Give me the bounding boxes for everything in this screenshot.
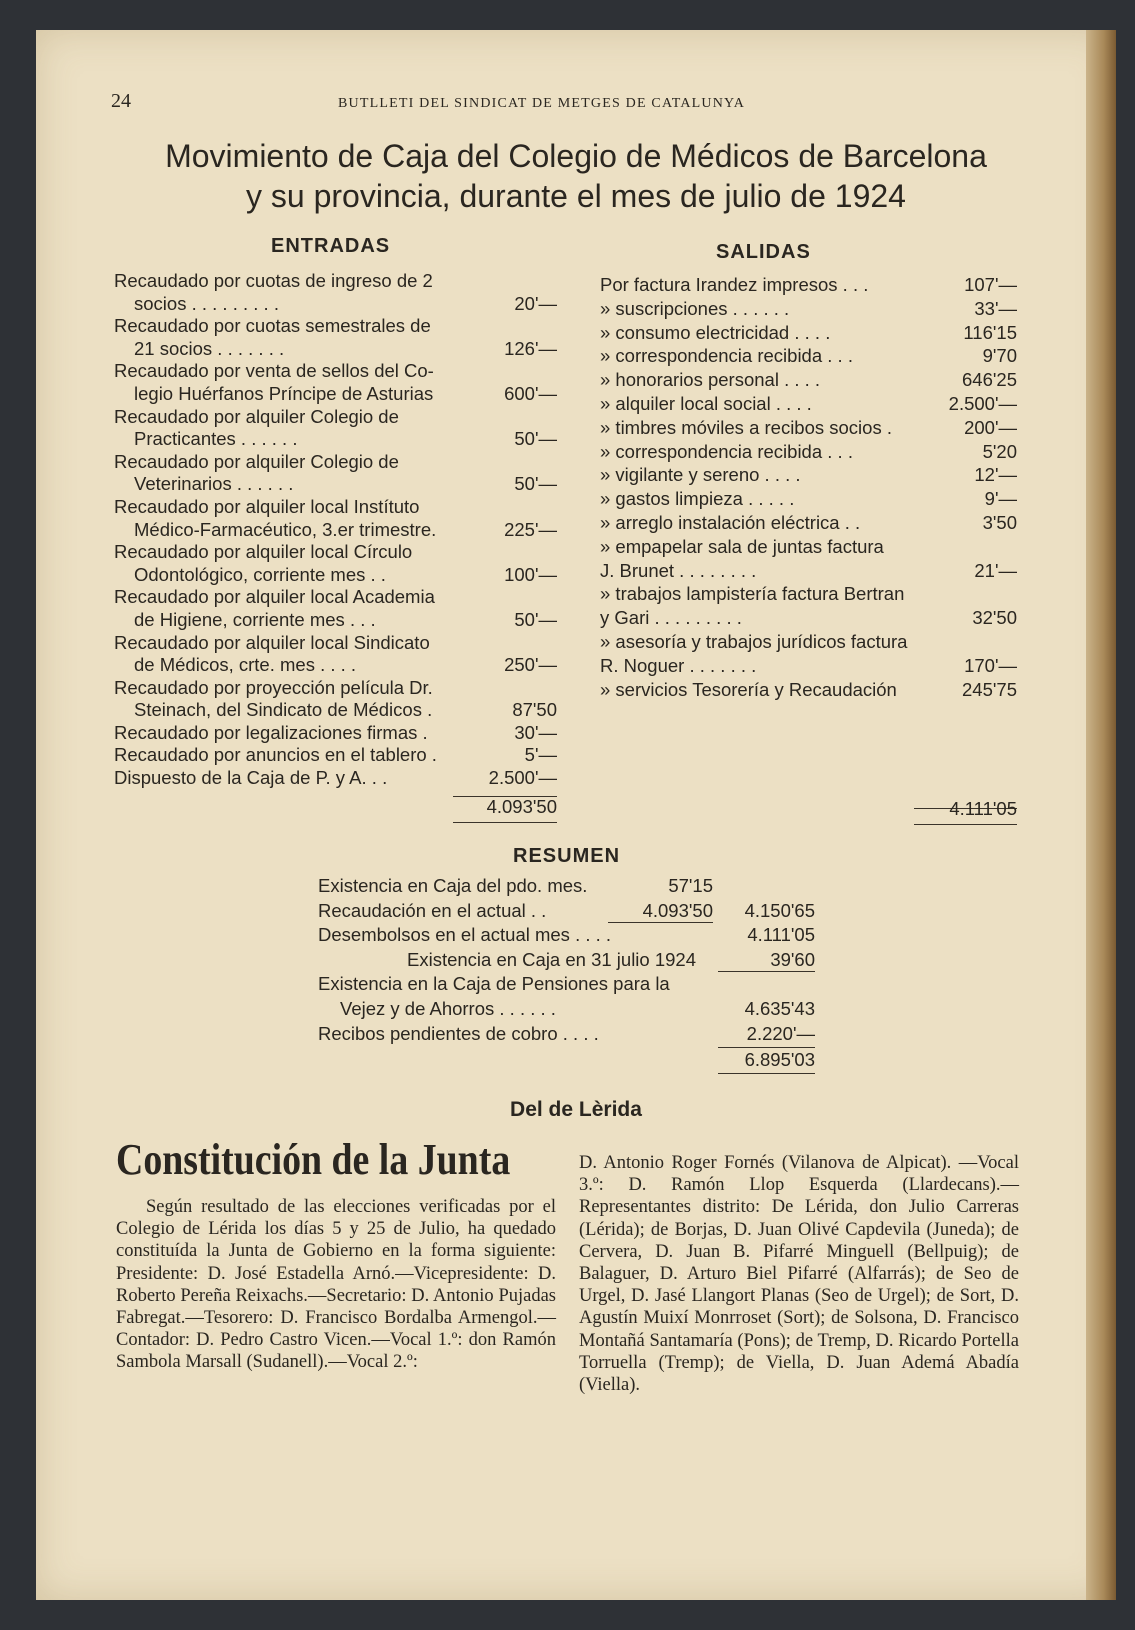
entradas-label: Recaudado por legalizaciones firmas . xyxy=(114,721,428,743)
resumen-right-amount: 2.220'— xyxy=(746,1022,815,1044)
entradas-label: Recaudado por venta de sellos del Co- xyxy=(114,360,434,382)
salidas-row xyxy=(600,322,1017,346)
resumen-row xyxy=(318,949,818,974)
salidas-amount: 5'20 xyxy=(982,440,1017,462)
entradas-amount: 225'— xyxy=(504,518,557,540)
resumen-row xyxy=(318,1023,818,1048)
resumen-rule-right xyxy=(718,971,815,972)
entradas-label: Recaudado por alquiler local Academia xyxy=(114,586,435,608)
entradas-label: 21 socios . . . . . . . xyxy=(134,337,285,359)
salidas-label: » trabajos lampistería factura Bertran xyxy=(600,583,905,605)
salidas-row xyxy=(600,536,1017,560)
entradas-amount: 5'— xyxy=(524,744,557,766)
salidas-rule-bottom xyxy=(914,824,1017,825)
headline: Constitución de la Junta xyxy=(116,1135,511,1184)
salidas-row xyxy=(600,631,1017,655)
salidas-row xyxy=(600,488,1017,512)
salidas-amount: 2.500'— xyxy=(948,392,1017,414)
entradas-row xyxy=(114,428,557,451)
resumen-mid-amount: 4.093'50 xyxy=(642,899,713,921)
entradas-label: legio Huérfanos Príncipe de Asturias xyxy=(134,382,434,404)
salidas-row xyxy=(600,298,1017,322)
entradas-row xyxy=(114,609,557,632)
resumen-total: 6.895'03 xyxy=(744,1049,815,1070)
entradas-amount: 20'— xyxy=(514,292,557,314)
salidas-total: 4.111'05 xyxy=(949,798,1017,819)
salidas-row xyxy=(600,679,1017,703)
salidas-heading: SALIDAS xyxy=(716,241,811,263)
entradas-label: Recaudado por alquiler Colegio de xyxy=(114,405,399,427)
entradas-label: Recaudado por anuncios en el tablero . xyxy=(114,744,437,766)
entradas-label: Recaudado por alquiler local Instítuto xyxy=(114,495,420,517)
salidas-label: » gastos limpieza . . . . . xyxy=(600,488,795,510)
article-left-column: Según resultado de las elecciones verificadas por el Colegio de Lérida los días 5 y 25 de Julio, ha quedado constituída la Junta de Gobierno en la forma siguiente: Presidente: D. José Estadella Arnó.—Vicepresidente: D. Roberto Pereña Reixachs.—Secretario: D. Antonio Pujadas Fabregat.—Tesorero: D. Francisco Bordalba Armengol.—Contador: D. Pedro Castro Vicen.—Vocal 1.º: don Ramón Sambola Marsall (Sudanell).—Vocal 2.º: xyxy=(116,1197,556,1373)
salidas-row xyxy=(600,583,1017,607)
entradas-row xyxy=(114,473,557,496)
resumen-rule-total xyxy=(718,1073,815,1074)
salidas-amount: 33'— xyxy=(974,297,1017,319)
resumen-row xyxy=(318,875,818,900)
salidas-label: Por factura Irandez impresos . . . xyxy=(600,274,869,295)
entradas-row xyxy=(114,654,557,677)
page-number: 24 xyxy=(111,90,131,112)
resumen-row xyxy=(318,924,818,949)
entradas-label: Practicantes . . . . . . xyxy=(134,428,298,450)
entradas-label: Médico-Farmacéutico, 3.er trimestre. xyxy=(134,518,437,540)
salidas-label: » empapelar sala de juntas factura xyxy=(600,535,884,557)
entradas-label: Recaudado por cuotas semestrales de xyxy=(114,315,431,337)
entradas-label: Recaudado por proyección película Dr. xyxy=(114,676,433,698)
salidas-amount: 170'— xyxy=(964,654,1017,676)
entradas-label: socios . . . . . . . . . xyxy=(134,292,279,314)
entradas-row xyxy=(114,586,557,609)
resumen-right-amount: 4.635'43 xyxy=(744,997,815,1019)
resumen-row xyxy=(318,973,818,998)
entradas-row xyxy=(114,519,557,542)
salidas-amount: 646'25 xyxy=(962,369,1017,391)
resumen-right-amount: 4.150'65 xyxy=(744,899,815,921)
salidas-row xyxy=(600,560,1017,584)
entradas-row xyxy=(114,360,557,383)
entradas-amount: 50'— xyxy=(514,428,557,450)
entradas-label: Recaudado por alquiler local Círculo xyxy=(114,541,413,563)
entradas-amount: 600'— xyxy=(504,382,557,404)
salidas-label: » arreglo instalación eléctrica . . xyxy=(600,511,861,533)
salidas-label: » correspondencia recibida . . . xyxy=(600,345,853,367)
entradas-amount: 30'— xyxy=(514,721,557,743)
entradas-row xyxy=(114,338,557,361)
salidas-row xyxy=(600,417,1017,441)
salidas-row xyxy=(600,441,1017,465)
entradas-amount: 2.500'— xyxy=(488,767,557,789)
salidas-list xyxy=(600,274,1017,702)
book-page xyxy=(36,30,1116,1600)
salidas-label: » servicios Tesorería y Recaudación xyxy=(600,678,897,700)
entradas-rule-bottom xyxy=(453,822,557,823)
entradas-amount: 100'— xyxy=(504,563,557,585)
salidas-label: » alquiler local social . . . . xyxy=(600,392,812,414)
resumen-label: Vejez y de Ahorros . . . . . . xyxy=(340,997,556,1019)
entradas-label: Recaudado por alquiler local Sindicato xyxy=(114,631,430,653)
resumen-label: Existencia en la Caja de Pensiones para la xyxy=(318,973,670,995)
entradas-label: Recaudado por alquiler Colegio de xyxy=(114,450,399,472)
resumen-heading: RESUMEN xyxy=(513,845,621,867)
title-line-1: Movimiento de Caja del Colegio de Médicos de Barcelona xyxy=(165,138,987,174)
salidas-label: » correspondencia recibida . . . xyxy=(600,440,853,462)
entradas-row xyxy=(114,767,557,790)
entradas-row xyxy=(114,722,557,745)
salidas-row xyxy=(600,345,1017,369)
entradas-label: Steinach, del Sindicato de Médicos . xyxy=(134,699,433,721)
salidas-row xyxy=(600,607,1017,631)
resumen-label: Existencia en Caja en 31 julio 1924 xyxy=(407,948,696,970)
salidas-label: » timbres móviles a recibos socios . xyxy=(600,416,892,438)
salidas-amount: 9'70 xyxy=(982,345,1017,367)
section-title: Del de Lèrida xyxy=(510,1098,642,1121)
salidas-label: R. Noguer . . . . . . . xyxy=(600,654,757,676)
entradas-row xyxy=(114,677,557,700)
entradas-row xyxy=(114,270,557,293)
book-spine-edge xyxy=(1086,30,1116,1600)
salidas-amount: 3'50 xyxy=(982,511,1017,533)
entradas-amount: 87'50 xyxy=(512,699,557,721)
salidas-amount: 32'50 xyxy=(972,607,1017,629)
entradas-label: de Higiene, corriente mes . . . xyxy=(134,608,376,630)
salidas-amount: 21'— xyxy=(974,559,1017,581)
salidas-row xyxy=(600,393,1017,417)
salidas-row xyxy=(600,274,1017,298)
resumen-row xyxy=(318,998,818,1023)
entradas-row xyxy=(114,293,557,316)
entradas-amount: 250'— xyxy=(504,654,557,676)
entradas-row xyxy=(114,699,557,722)
entradas-row xyxy=(114,451,557,474)
salidas-row xyxy=(600,464,1017,488)
salidas-amount: 200'— xyxy=(964,416,1017,438)
resumen-row xyxy=(318,900,818,925)
entradas-row xyxy=(114,315,557,338)
salidas-label: » consumo electricidad . . . . xyxy=(600,321,831,343)
salidas-row xyxy=(600,655,1017,679)
entradas-amount: 126'— xyxy=(504,337,557,359)
salidas-row xyxy=(600,512,1017,536)
salidas-label: » honorarios personal . . . . xyxy=(600,369,821,391)
salidas-label: » suscripciones . . . . . . xyxy=(600,297,790,319)
entradas-label: Odontológico, corriente mes . . xyxy=(134,563,386,585)
entradas-row xyxy=(114,406,557,429)
salidas-amount: 245'75 xyxy=(962,678,1017,700)
salidas-amount: 9'— xyxy=(984,488,1017,510)
salidas-label: » asesoría y trabajos jurídicos factura xyxy=(600,630,908,652)
entradas-label: Veterinarios . . . . . . xyxy=(134,473,294,495)
article-right-column: D. Antonio Roger Fornés (Vilanova de Alpicat). —Vocal 3.º: D. Ramón Llop Esquerda (Llardecans).—Representantes distrito: De Lérida, don Julio Carreras (Lérida); de Borjas, D. Juan Olivé Capdevila (Juneda); de Cervera, D. Juan B. Pifarré Minguell (Bellpuig); de Balaguer, D. Arturo Biel Pifarré (Alfarrás); de Seo de Urgel, D. Jasé Llangort Planas (Seo de Urgel); de Sort, D. Agustín Muixí Monrroset (Sort); de Solsona, D. Francisco Montañá Santamaría (Pons); de Tremp, D. Ricardo Portella Torruella (Tremp); de Viella, D. Juan Ademá Abadía (Viella). xyxy=(579,1153,1019,1396)
resumen-label: Recaudación en el actual . . xyxy=(318,899,547,921)
entradas-row xyxy=(114,383,557,406)
salidas-label: J. Brunet . . . . . . . . xyxy=(600,559,757,581)
resumen-label: Existencia en Caja del pdo. mes. xyxy=(318,875,588,896)
title-line-2: y su provincia, durante el mes de julio de 1924 xyxy=(246,178,906,214)
entradas-heading: ENTRADAS xyxy=(271,235,391,257)
salidas-amount: 107'— xyxy=(964,274,1017,295)
entradas-row xyxy=(114,744,557,767)
resumen-label: Recibos pendientes de cobro . . . . xyxy=(318,1022,599,1044)
salidas-label: y Gari . . . . . . . . . xyxy=(600,607,742,629)
entradas-row xyxy=(114,496,557,519)
salidas-amount: 116'15 xyxy=(963,321,1017,343)
resumen-table xyxy=(318,875,818,1070)
entradas-amount: 50'— xyxy=(514,473,557,495)
resumen-right-amount: 4.111'05 xyxy=(747,924,815,946)
resumen-right-amount: 39'60 xyxy=(770,948,815,970)
entradas-row xyxy=(114,632,557,655)
entradas-row xyxy=(114,541,557,564)
entradas-total: 4.093'50 xyxy=(486,796,557,817)
salidas-label: » vigilante y sereno . . . . xyxy=(600,464,801,486)
resumen-rule-mid xyxy=(608,922,713,923)
salidas-amount: 12'— xyxy=(974,464,1017,486)
resumen-rule-sum xyxy=(718,1047,815,1048)
resumen-label: Desembolsos en el actual mes . . . . xyxy=(318,924,612,946)
entradas-label: Recaudado por cuotas de ingreso de 2 xyxy=(114,270,433,291)
resumen-mid-amount: 57'15 xyxy=(668,875,713,896)
entradas-amount: 50'— xyxy=(514,608,557,630)
entradas-row xyxy=(114,564,557,587)
entradas-label: Dispuesto de la Caja de P. y A. . . xyxy=(114,767,388,789)
salidas-row xyxy=(600,369,1017,393)
entradas-label: de Médicos, crte. mes . . . . xyxy=(134,654,357,676)
running-head: BUTLLETI DEL SINDICAT DE METGES DE CATALUNYA xyxy=(338,96,746,111)
entradas-list xyxy=(114,270,557,790)
